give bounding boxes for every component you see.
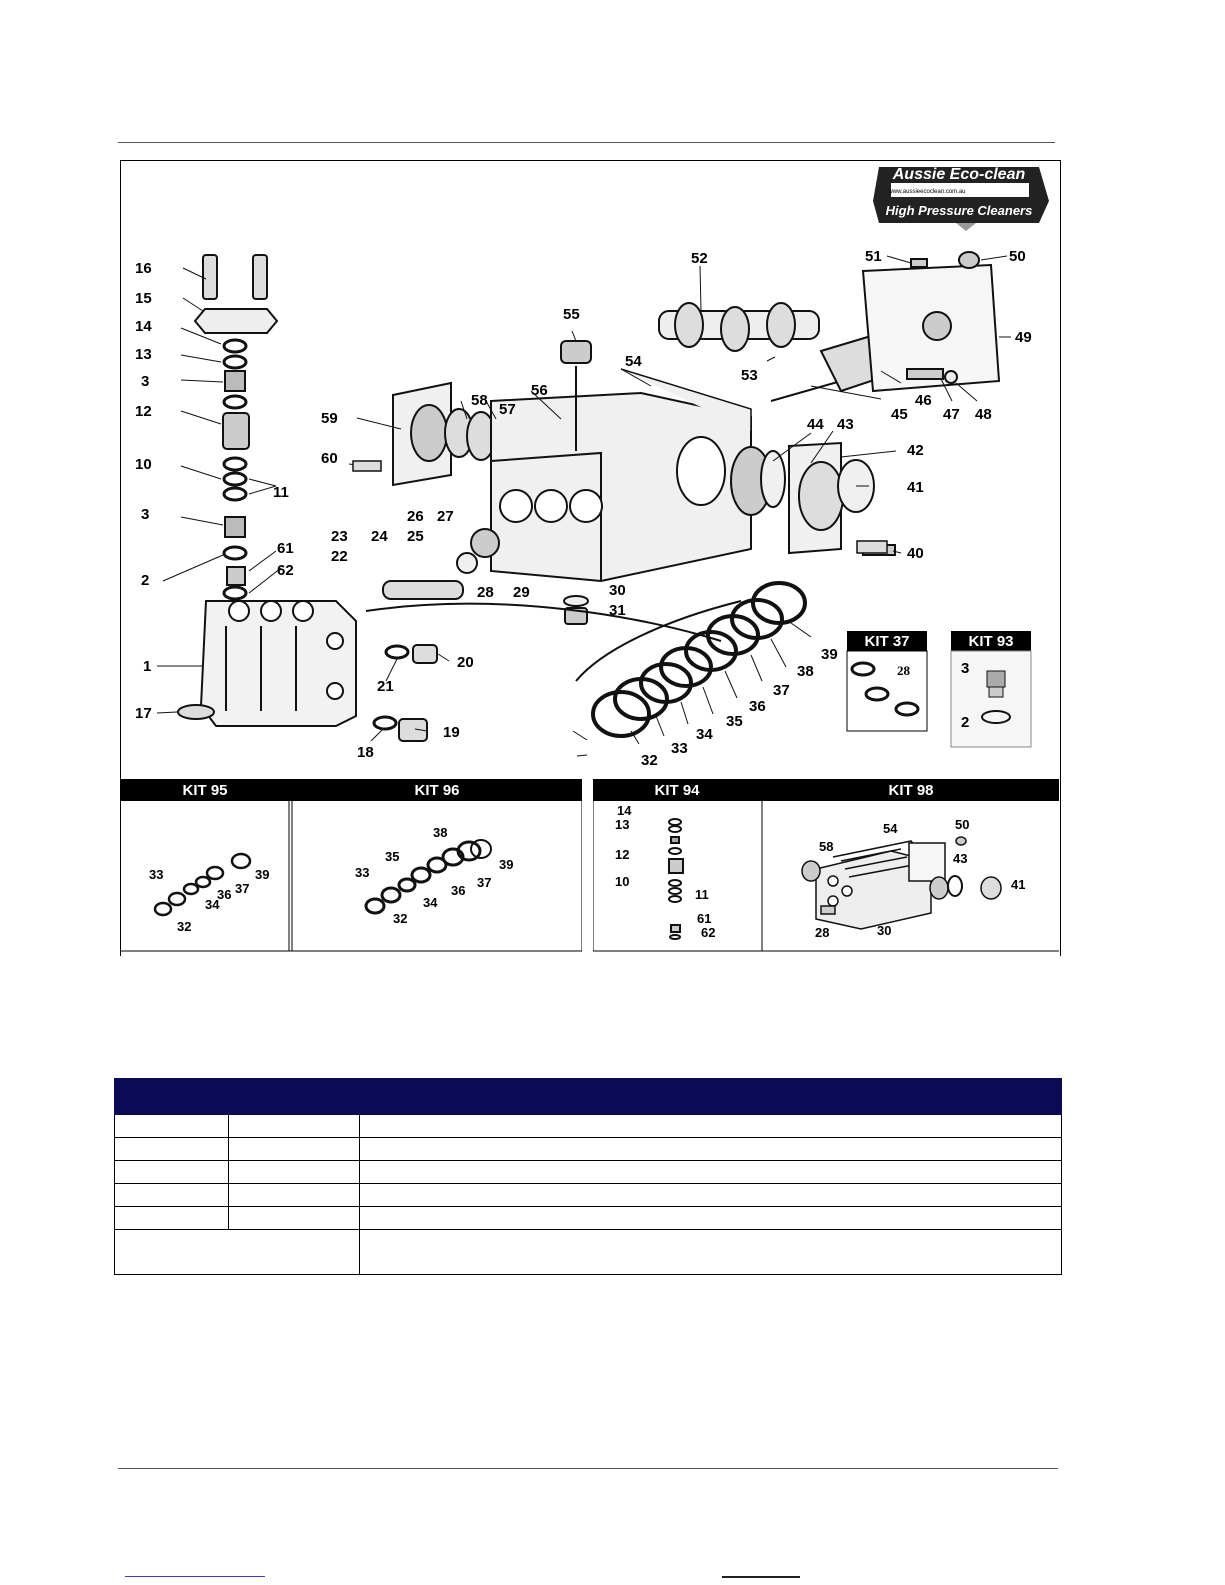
header-cell-3 (360, 1079, 1062, 1115)
callout-49: 49 (1015, 329, 1032, 346)
header-cell-1 (115, 1079, 229, 1115)
callout-59: 59 (321, 410, 338, 427)
table-header-row (115, 1079, 1062, 1115)
exploded-view-frame (120, 160, 1061, 956)
callout-41: 41 (907, 479, 924, 496)
kit-96-num-36: 36 (451, 883, 466, 898)
callout-27: 27 (437, 508, 454, 525)
kit-94-num-11: 11 (695, 887, 709, 902)
callout-51: 51 (865, 248, 882, 265)
kit-37-num-28: 28 (897, 663, 910, 678)
callout-24: 24 (371, 528, 388, 545)
callout-25: 25 (407, 528, 424, 545)
table-row (115, 1207, 1062, 1230)
callout-17: 17 (135, 705, 152, 722)
callout-56: 56 (531, 382, 548, 399)
callout-13: 13 (135, 346, 152, 363)
header-cell-2 (229, 1079, 360, 1115)
callout-3a: 3 (141, 373, 150, 390)
crankcase-drawing (383, 341, 895, 624)
kit-95-num-32: 32 (177, 919, 192, 934)
kit-94-labels (615, 803, 715, 940)
callout-53: 53 (741, 367, 758, 384)
kit-94-num-12: 12 (615, 847, 630, 862)
kit-94-title: KIT 94 (654, 782, 700, 799)
kit-37-title: KIT 37 (864, 633, 910, 650)
callout-19: 19 (443, 724, 460, 741)
kit-98-num-50: 50 (955, 817, 970, 832)
kit-96-title: KIT 96 (414, 782, 460, 799)
kit-94-num-10: 10 (615, 874, 630, 889)
callout-28: 28 (477, 584, 494, 601)
callout-11: 11 (273, 484, 289, 501)
callout-21: 21 (377, 678, 394, 695)
manifold-head-drawing (178, 601, 437, 741)
table-row (115, 1138, 1062, 1161)
callout-12: 12 (135, 403, 152, 420)
kit-96-num-37: 37 (477, 875, 492, 890)
kit-93-box (951, 631, 1031, 747)
callout-36: 36 (749, 698, 766, 715)
callout-54: 54 (625, 353, 642, 370)
callout-50: 50 (1009, 248, 1026, 265)
kit-98-num-43: 43 (953, 851, 968, 866)
kit-96-num-39: 39 (499, 857, 514, 872)
camshaft-drawing (659, 252, 999, 401)
kit-95-num-36: 36 (217, 887, 232, 902)
top-rule (118, 142, 1055, 143)
kit-37-box (847, 631, 927, 731)
kit-96-num-33: 33 (355, 865, 370, 880)
kit-98-num-58: 58 (819, 839, 834, 854)
callout-43: 43 (837, 416, 854, 433)
kit-98-title: KIT 98 (888, 782, 934, 799)
callout-52: 52 (691, 250, 708, 267)
callout-58: 58 (471, 392, 488, 409)
parts-table (114, 1078, 1062, 1275)
table-row (115, 1230, 1062, 1275)
callout-37: 37 (773, 682, 790, 699)
callout-57: 57 (499, 401, 516, 418)
callout-45: 45 (891, 406, 908, 423)
logo-line1: Aussie Eco-clean (892, 166, 1026, 183)
kit-93-title: KIT 93 (968, 633, 1014, 650)
kit-96-num-38: 38 (433, 825, 448, 840)
kit-95-num-37: 37 (235, 881, 250, 896)
kit-95-num-39: 39 (255, 867, 270, 882)
kit-93-num-2: 2 (961, 714, 970, 731)
kit-94-num-62: 62 (701, 925, 716, 940)
kit-95-num-34: 34 (205, 897, 220, 912)
kit-95-title: KIT 95 (182, 782, 228, 799)
kit-93-num-3: 3 (961, 660, 970, 677)
table-row (115, 1115, 1062, 1138)
callout-48: 48 (975, 406, 992, 423)
callout-39: 39 (821, 646, 838, 663)
callout-1: 1 (143, 658, 152, 675)
callout-62: 62 (277, 562, 294, 579)
bottom-rule (118, 1468, 1058, 1469)
callout-32: 32 (641, 752, 658, 769)
callout-38: 38 (797, 663, 814, 680)
kit-94-num-61: 61 (697, 911, 712, 926)
callout-26: 26 (407, 508, 424, 525)
callout-22: 22 (331, 548, 348, 565)
kit-98-num-28: 28 (815, 925, 830, 940)
footer-mark (722, 1576, 800, 1578)
callout-31: 31 (609, 602, 626, 619)
callout-18: 18 (357, 744, 374, 761)
callout-10: 10 (135, 456, 152, 473)
valve-stack-drawing (195, 255, 277, 599)
callout-46: 46 (915, 392, 932, 409)
kit-96-num-34: 34 (423, 895, 438, 910)
kit-96-num-35: 35 (385, 849, 400, 864)
callout-2a: 2 (141, 572, 150, 589)
callout-61: 61 (277, 540, 294, 557)
callout-44: 44 (807, 416, 824, 433)
logo-url: www.aussieecoclean.com.au (888, 189, 966, 195)
callout-35: 35 (726, 713, 743, 730)
callout-23: 23 (331, 528, 348, 545)
callout-60: 60 (321, 450, 338, 467)
callout-55: 55 (563, 306, 580, 323)
kit-98-num-41: 41 (1011, 877, 1026, 892)
logo-line2: High Pressure Cleaners (885, 203, 1033, 218)
callout-3b: 3 (141, 506, 150, 523)
table-row (115, 1184, 1062, 1207)
footer-link-underline[interactable] (125, 1576, 265, 1577)
callout-16: 16 (135, 260, 152, 277)
kit-94-drawing (669, 819, 683, 939)
callout-20: 20 (457, 654, 474, 671)
kit-94-num-13: 13 (615, 817, 630, 832)
brand-logo (873, 166, 1049, 231)
kit-95-num-33: 33 (149, 867, 164, 882)
exploded-view-diagram (121, 161, 1060, 956)
callout-15: 15 (135, 290, 152, 307)
callout-29: 29 (513, 584, 530, 601)
callout-30: 30 (609, 582, 626, 599)
table-row (115, 1161, 1062, 1184)
kit-98-num-54: 54 (883, 821, 898, 836)
callout-42: 42 (907, 442, 924, 459)
callout-40: 40 (907, 545, 924, 562)
kit-94-num-14: 14 (617, 803, 632, 818)
kit-98-num-30: 30 (877, 923, 892, 938)
callout-47: 47 (943, 406, 960, 423)
callout-33: 33 (671, 740, 688, 757)
callout-14: 14 (135, 318, 152, 335)
callout-34: 34 (696, 726, 713, 743)
kit-96-num-32: 32 (393, 911, 408, 926)
